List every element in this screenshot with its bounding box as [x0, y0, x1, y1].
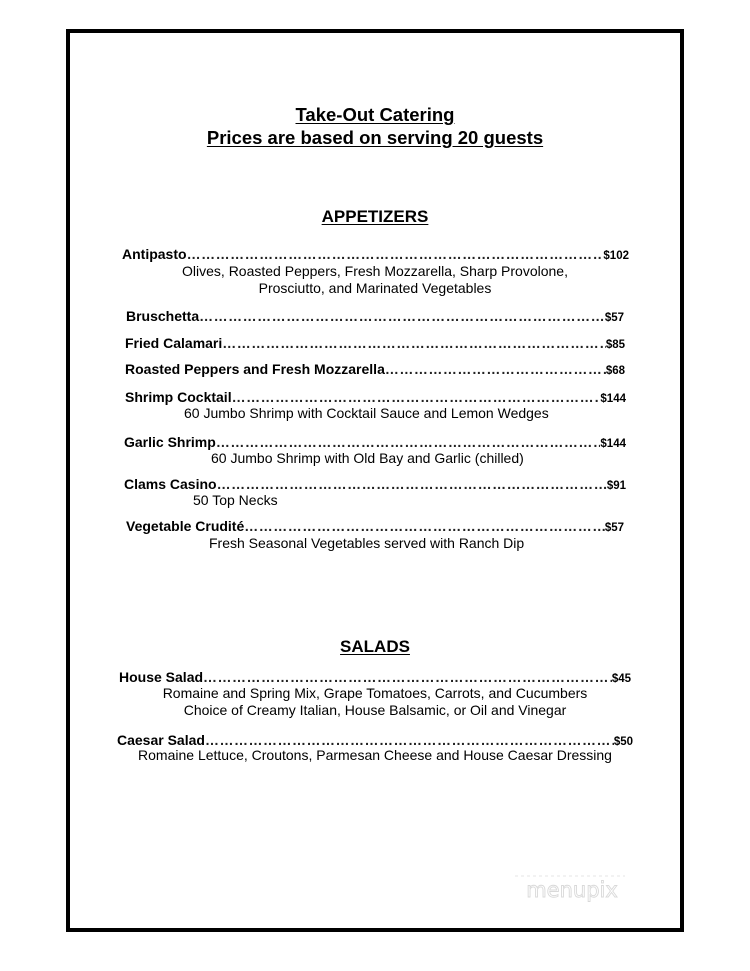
menu-item-description: Prosciutto, and Marinated Vegetables: [258, 280, 492, 296]
menu-item-description: Romaine and Spring Mix, Grape Tomatoes, Carrots, and Cucumbers: [162, 685, 588, 701]
menu-item-roasted-peppers: [125, 360, 625, 380]
menu-item-fried-calamari: [125, 334, 625, 354]
menupix-watermark-logo: [515, 870, 630, 910]
dot-leader: [199, 307, 605, 325]
page-subtitle: Prices are based on serving 20 guests: [206, 127, 544, 148]
menu-item-price: $45: [611, 673, 631, 685]
dot-leader: [222, 334, 606, 352]
salads-heading: SALADS: [340, 637, 410, 656]
menu-item-name: Roasted Peppers and Fresh Mozzarella: [125, 361, 385, 377]
menu-item-name: Garlic Shrimp: [124, 434, 216, 450]
menu-item-price: $68: [605, 365, 625, 377]
page-title: Take-Out Catering: [295, 104, 455, 125]
menu-item-antipasto: [122, 245, 629, 265]
menu-item-description: Romaine Lettuce, Croutons, Parmesan Cheese and House Caesar Dressing: [138, 747, 612, 763]
menu-item-name: Caesar Salad: [117, 732, 205, 748]
menu-item-price: $102: [603, 250, 629, 262]
menu-item-name: Shrimp Cocktail: [125, 389, 232, 405]
dot-leader: [203, 668, 612, 686]
dot-leader: [385, 360, 606, 378]
dot-leader: [244, 517, 605, 535]
dot-leader: [217, 475, 607, 493]
menu-item-name: Vegetable Crudité: [126, 518, 245, 534]
dot-leader: [187, 245, 604, 263]
watermark-text: menupix: [526, 878, 618, 902]
menu-item-price: $144: [600, 393, 626, 405]
menu-item-price: $85: [605, 339, 625, 351]
menu-item-price: $144: [600, 438, 626, 450]
menu-item-name: House Salad: [119, 669, 204, 685]
menu-item-name: Fried Calamari: [125, 335, 223, 351]
menu-item-description: 60 Jumbo Shrimp with Old Bay and Garlic (chilled): [211, 450, 524, 466]
menu-item-description: Olives, Roasted Peppers, Fresh Mozzarella, Sharp Provolone,: [182, 263, 568, 279]
menu-item-price: $91: [606, 480, 626, 492]
menu-item-description: Fresh Seasonal Vegetables served with Ranch Dip: [209, 535, 525, 551]
menu-item-price: $50: [613, 736, 633, 748]
menu-item-vegetable-crudite: [126, 517, 624, 537]
appetizers-heading: APPETIZERS: [321, 207, 429, 226]
dot-leader: [232, 388, 601, 406]
menu-item-description: 50 Top Necks: [193, 492, 278, 508]
menu-item-description: 60 Jumbo Shrimp with Cocktail Sauce and Lemon Wedges: [184, 405, 549, 421]
menu-item-name: Bruschetta: [126, 308, 200, 324]
menu-item-name: Clams Casino: [124, 476, 217, 492]
menu-item-bruschetta: [126, 307, 624, 327]
menu-item-name: Antipasto: [122, 246, 187, 262]
dot-leader: [216, 433, 601, 451]
menu-item-description: Choice of Creamy Italian, House Balsamic, or Oil and Vinegar: [183, 702, 567, 718]
menu-item-price: $57: [604, 312, 624, 324]
menu-item-price: $57: [604, 522, 624, 534]
